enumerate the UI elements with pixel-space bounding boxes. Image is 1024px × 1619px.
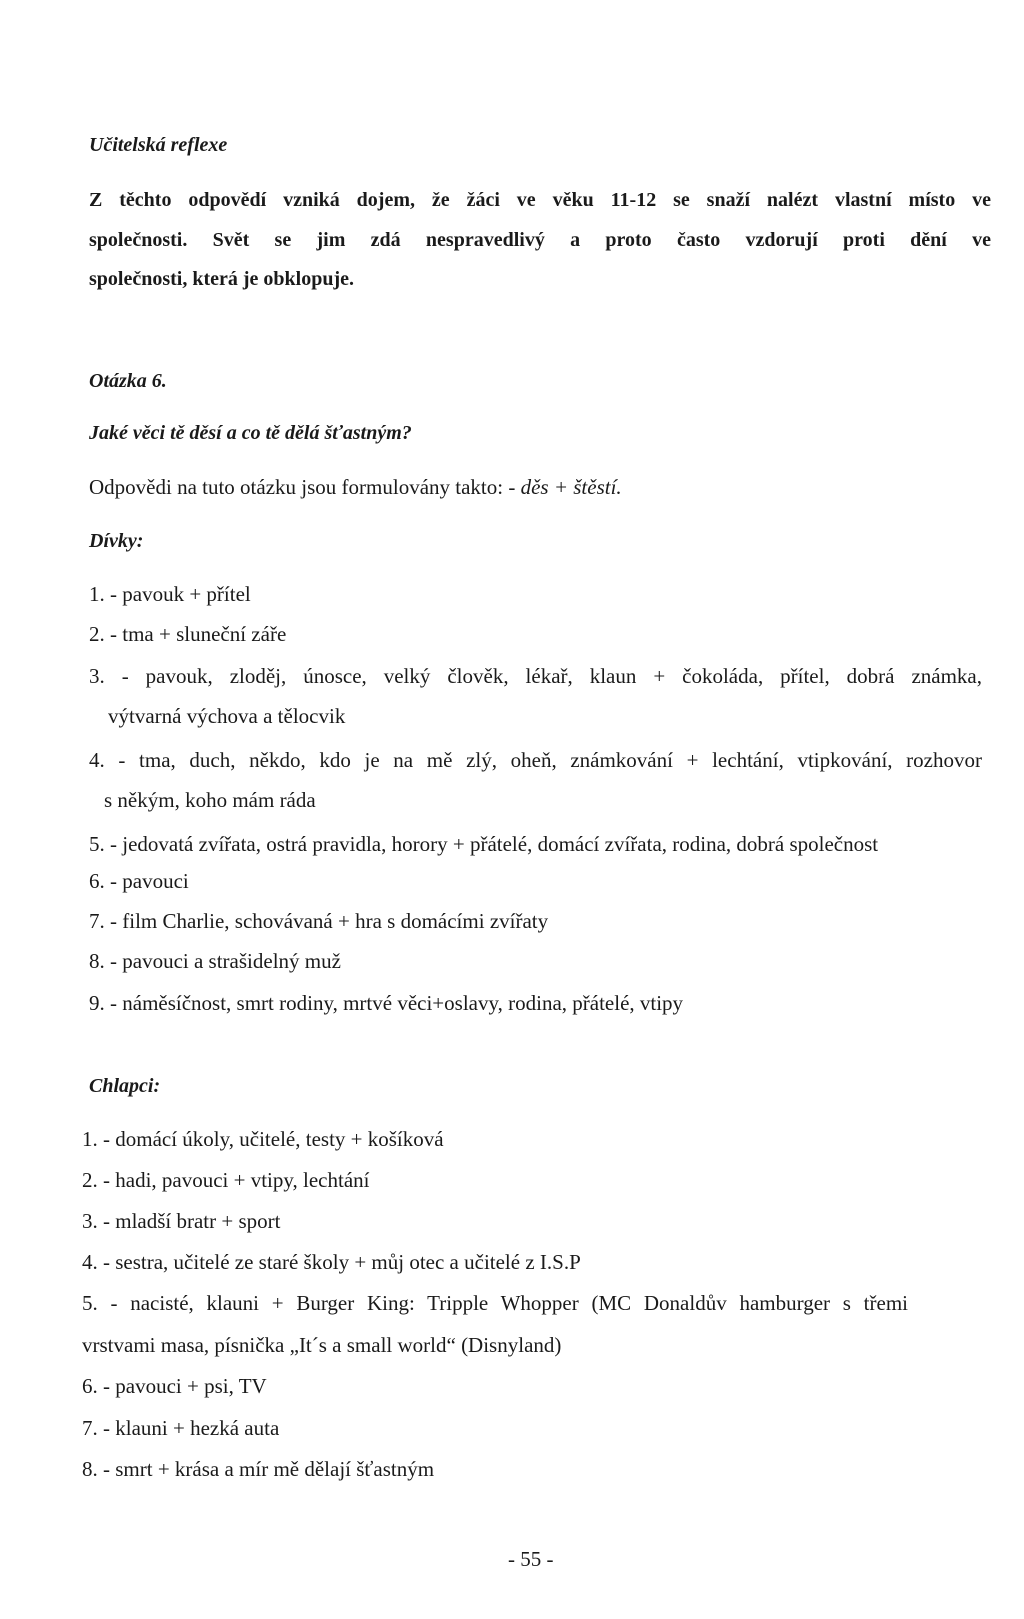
boys-item-7: 7. - klauni + hezká auta [82,1416,280,1440]
boys-item-5-cont: vrstvami masa, písnička „It´s a small world“ (Disnyland) [82,1333,562,1357]
girls-item-2: 2. - tma + sluneční záře [89,622,287,646]
boys-item-6: 6. - pavouci + psi, TV [82,1374,267,1398]
question-label: Otázka 6. [89,370,167,392]
girls-item-6: 6. - pavouci [89,869,189,893]
girls-item-8: 8. - pavouci a strašidelný muž [89,949,341,973]
girls-item-5: 5. - jedovatá zvířata, ostrá pravidla, horory + přátelé, domácí zvířata, rodina, dobrá společnost [89,832,879,856]
girls-heading: Dívky: [89,530,144,552]
reflection-line-3: společnosti, která je obklopuje. [89,268,354,290]
boys-item-5: 5. - nacisté, klauni + Burger King: Tripple Whopper (MC Donaldův hamburger s třemi [82,1291,908,1315]
section-title: Učitelská reflexe [89,134,228,156]
question-intro-text: Odpovědi na tuto otázku jsou formulovány takto: - [89,475,521,499]
boys-item-1: 1. - domácí úkoly, učitelé, testy + košíková [82,1127,444,1151]
reflection-line-1: Z těchto odpovědí vzniká dojem, že žáci ve věku 11-12 se snaží nalézt vlastní místo ve [89,189,991,211]
boys-item-4: 4. - sestra, učitelé ze staré školy + můj otec a učitelé z I.S.P [82,1250,581,1274]
reflection-line-2: společnosti. Svět se jim zdá nespravedlivý a proto často vzdorují proti dění ve [89,229,991,251]
boys-item-8: 8. - smrt + krása a mír mě dělají šťastným [82,1457,435,1481]
question-intro-italic: děs + štěstí. [520,475,622,499]
girls-item-1: 1. - pavouk + přítel [89,582,251,606]
question-text: Jaké věci tě děsí a co tě dělá šťastným? [89,422,412,444]
page-number: - 55 - [508,1547,554,1571]
boys-item-2: 2. - hadi, pavouci + vtipy, lechtání [82,1168,370,1192]
boys-item-3: 3. - mladší bratr + sport [82,1209,281,1233]
question-intro [89,475,622,500]
boys-heading: Chlapci: [89,1075,161,1097]
girls-item-9: 9. - náměsíčnost, smrt rodiny, mrtvé věci+oslavy, rodina, přátelé, vtipy [89,991,684,1015]
girls-item-3: 3. - pavouk, zloděj, únosce, velký člověk, lékař, klaun + čokoláda, přítel, dobrá známka, [89,664,982,688]
girls-item-7: 7. - film Charlie, schovávaná + hra s domácími zvířaty [89,909,549,933]
girls-item-3-cont: výtvarná výchova a tělocvik [108,704,346,728]
girls-item-4-cont: s někým, koho mám ráda [104,788,316,812]
girls-item-4: 4. - tma, duch, někdo, kdo je na mě zlý, oheň, známkování + lechtání, vtipkování, rozhovor [89,748,982,772]
